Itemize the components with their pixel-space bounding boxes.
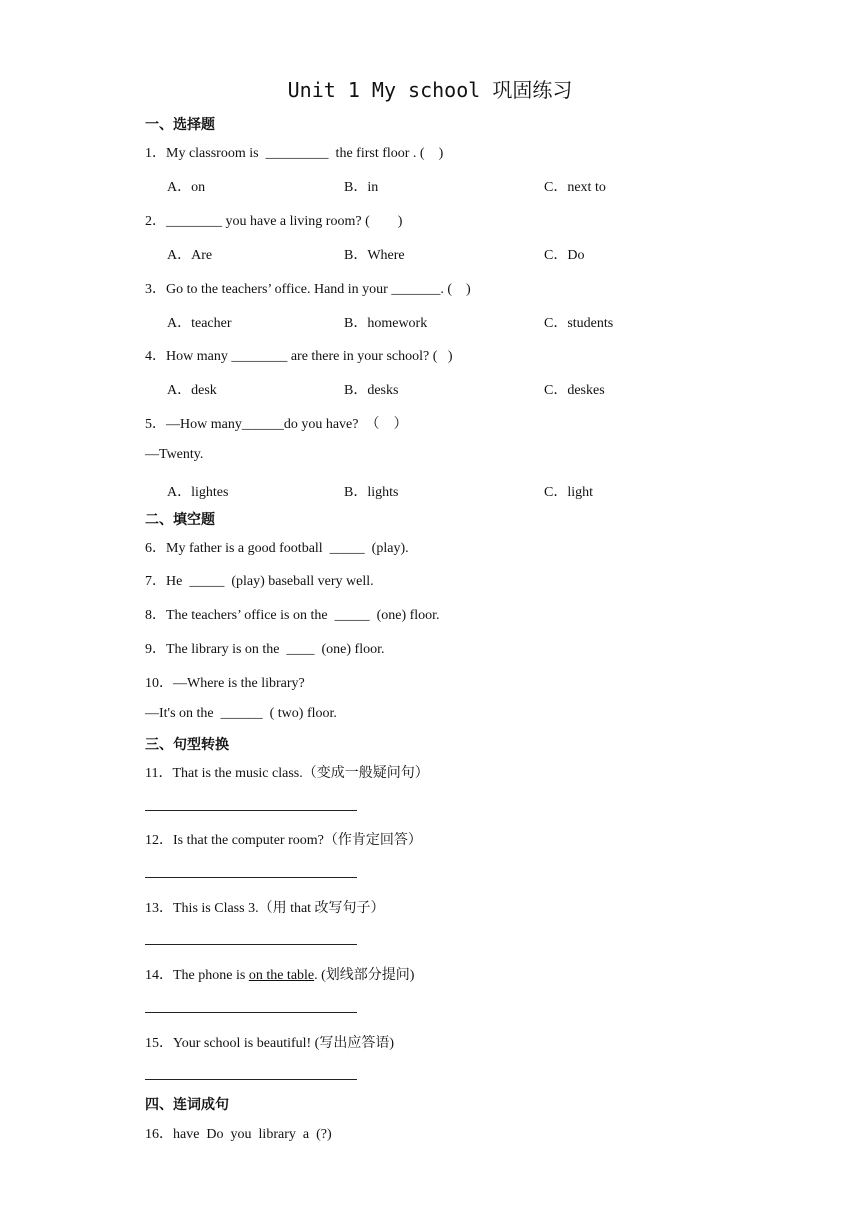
question-5-option-b: B．lights [344, 485, 399, 500]
question-15: 15．Your school is beautiful! (写出应答语) [145, 1036, 395, 1051]
section-heading-word-order: 四、连词成句 [145, 1097, 229, 1113]
question-5-stem: 5．—How many______do you have? （ ） [145, 417, 408, 432]
question-4-option-a: A．desk [167, 383, 217, 398]
question-10-line-2: —It's on the ______ ( two) floor. [145, 706, 337, 721]
section-heading-transform: 三、句型转换 [145, 737, 229, 753]
question-1-option-b: B．in [344, 180, 379, 195]
question-8: 8．The teachers’ office is on the _____ (one) floor. [145, 608, 440, 623]
question-4-stem: 4．How many ________ are there in your school? ( ) [145, 349, 453, 364]
section-heading-fill-blank: 二、填空题 [145, 512, 215, 528]
answer-line-15 [145, 1079, 357, 1080]
answer-line-12 [145, 877, 357, 878]
question-2-option-a: A．Are [167, 248, 213, 263]
question-5-option-c: C．light [544, 485, 594, 500]
question-5-answer-line: —Twenty. [145, 447, 204, 462]
question-14 [145, 964, 414, 984]
question-2-option-b: B．Where [344, 248, 405, 263]
question-16: 16．have Do you library a (?) [145, 1127, 332, 1142]
question-13: 13．This is Class 3.（用 that 改写句子） [145, 901, 385, 916]
question-14-underlined-phrase: on the table [248, 968, 315, 983]
question-1-stem: 1．My classroom is _________ the first floor . ( ) [145, 146, 444, 161]
answer-line-11 [145, 810, 357, 811]
question-3-stem: 3．Go to the teachers’ office. Hand in your _______. ( ) [145, 282, 471, 297]
answer-line-13 [145, 944, 357, 945]
section-heading-choice: 一、选择题 [145, 117, 215, 133]
question-9: 9．The library is on the ____ (one) floor. [145, 642, 385, 657]
question-2-option-c: C．Do [544, 248, 585, 263]
question-6: 6．My father is a good football _____ (play). [145, 541, 409, 556]
question-11: 11．That is the music class.（变成一般疑问句） [145, 766, 429, 781]
question-4-option-c: C．deskes [544, 383, 605, 398]
question-4-option-b: B．desks [344, 383, 399, 398]
question-14-text-before: 14．The phone is [145, 968, 249, 983]
question-3-option-c: C．students [544, 316, 614, 331]
answer-line-14 [145, 1012, 357, 1013]
question-14-text-after: . (划线部分提问) [314, 968, 415, 983]
question-1-option-a: A．on [167, 180, 206, 195]
question-1-option-c: C．next to [544, 180, 606, 195]
question-2-stem: 2．________ you have a living room? ( ) [145, 214, 403, 229]
question-10-line-1: 10．—Where is the library? [145, 676, 305, 691]
question-5-option-a: A．lightes [167, 485, 229, 500]
question-3-option-b: B．homework [344, 316, 428, 331]
question-3-option-a: A．teacher [167, 316, 232, 331]
question-7: 7．He _____ (play) baseball very well. [145, 574, 374, 589]
question-12: 12．Is that the computer room?（作肯定回答） [145, 833, 422, 848]
page-title: Unit 1 My school 巩固练习 [287, 78, 573, 102]
